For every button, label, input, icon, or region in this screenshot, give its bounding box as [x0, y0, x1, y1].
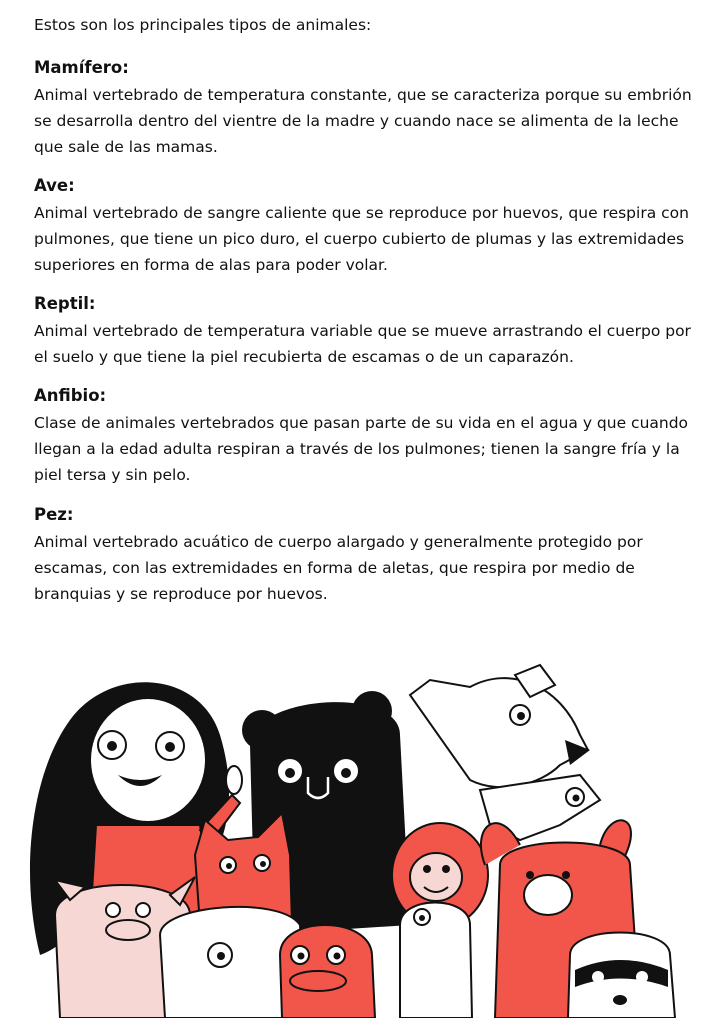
entry-definition: Clase de animales vertebrados que pasan parte de su vida en el agua y que cuando llegan a la edad adulta respiran a través de los pulmones; tienen la sangre fría y la piel tersa y sin pelo. [34, 414, 689, 484]
entry-term: Pez: [34, 505, 74, 524]
entry-reptil [34, 292, 694, 370]
animals-illustration [0, 625, 720, 1018]
entry-anfibio [34, 384, 694, 488]
entry-mamifero [34, 56, 694, 160]
raccoon-figure [568, 933, 675, 1018]
entry-definition: Animal vertebrado de temperatura variable que se mueve arrastrando el cuerpo por el suelo y que tiene la piel recubierta de escamas o de un caparazón. [34, 322, 691, 366]
duck-figure [280, 925, 375, 1018]
entry-term: Mamífero: [34, 58, 129, 77]
entry-pez [34, 503, 694, 607]
entry-term: Ave: [34, 176, 75, 195]
entry-term: Reptil: [34, 294, 96, 313]
entry-definition: Animal vertebrado acuático de cuerpo alargado y generalmente protegido por escamas, con las extremidades en forma de aletas, que respira por medio de branquias y se reproduce por huevos. [34, 533, 643, 603]
intro-text: Estos son los principales tipos de animales: [34, 16, 372, 34]
entry-term: Anfibio: [34, 386, 107, 405]
entry-definition: Animal vertebrado de sangre caliente que se reproduce por huevos, que respira con pulmones, que tiene un pico duro, el cuerpo cubierto de plumas y las extremidades superiores en forma de alas para poder volar. [34, 204, 689, 274]
owl-figure [400, 903, 472, 1018]
dog-figure [410, 665, 590, 787]
entry-definition: Animal vertebrado de temperatura constante, que se caracteriza porque su embrión se desarrolla dentro del vientre de la madre y cuando nace se alimenta de la leche que sale de las mamas. [34, 86, 692, 156]
entry-ave [34, 174, 694, 278]
